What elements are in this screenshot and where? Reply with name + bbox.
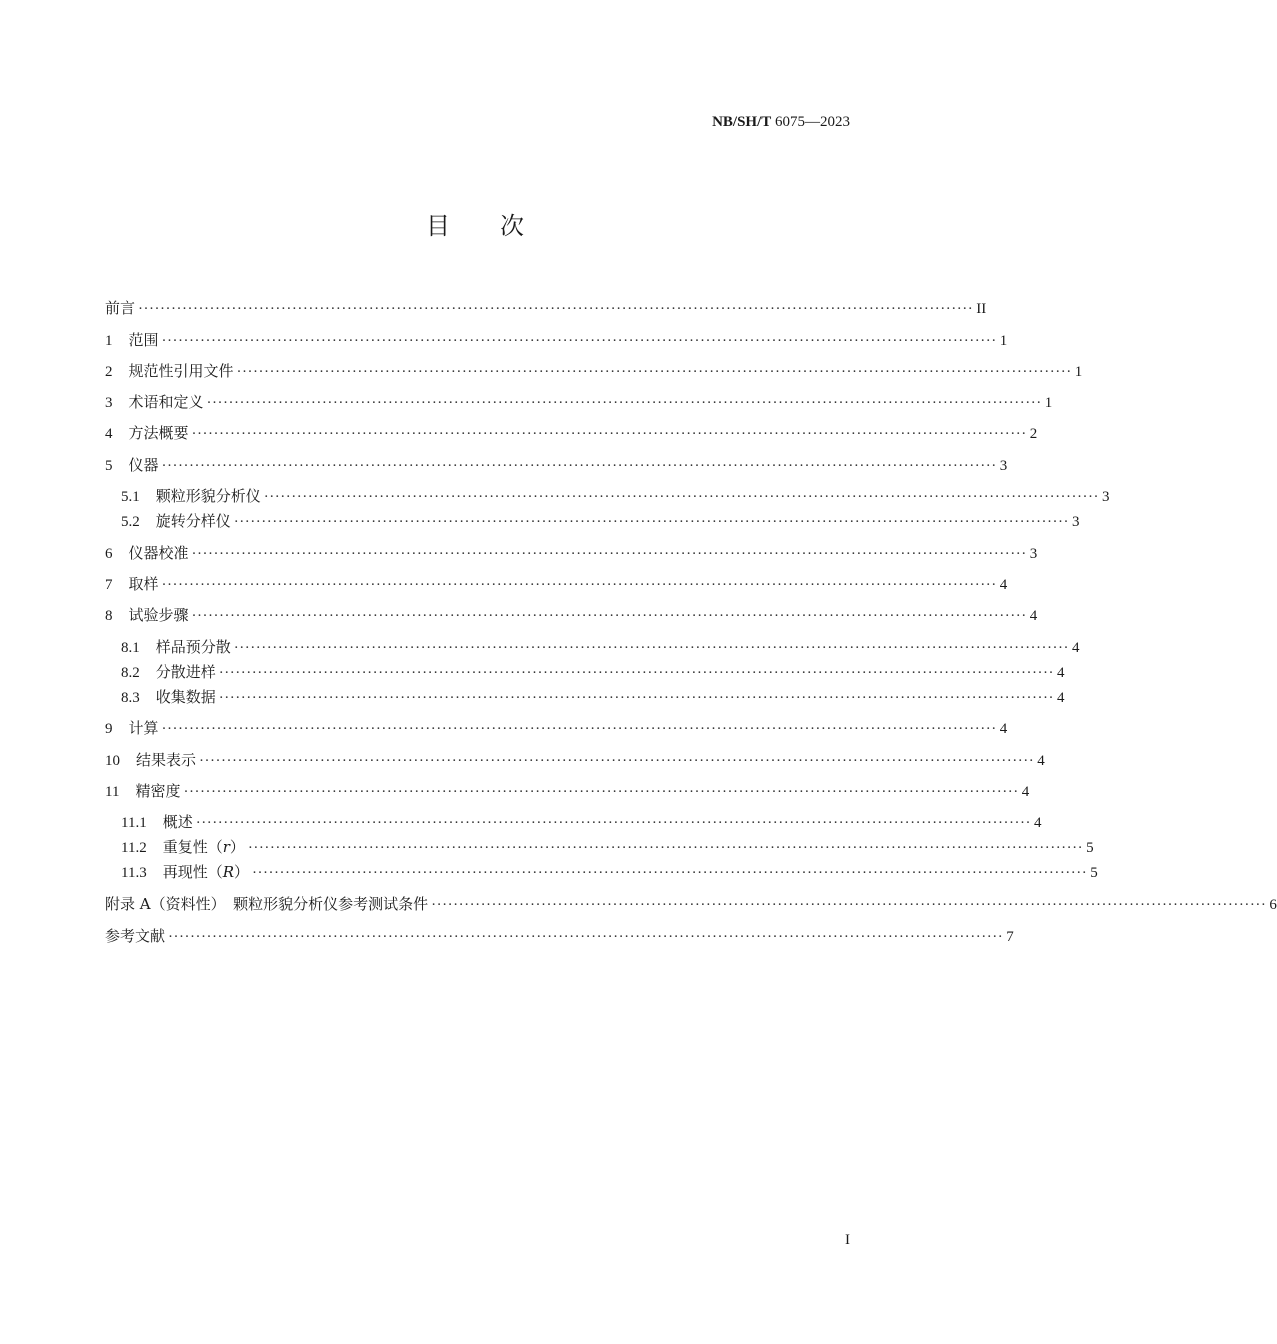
toc-leader-dots: ························································································································································	[247, 840, 1084, 856]
toc-entry-page: 4	[1021, 784, 1030, 800]
toc-title-char-1: 目	[426, 212, 450, 240]
toc-entry-page: 7	[1006, 929, 1014, 945]
toc-entry-annex-a[interactable]	[105, 894, 1277, 914]
toc-entry-title: 颗粒形貌分析仪	[155, 487, 261, 505]
toc-leader-dots: ························································································································································	[191, 546, 1027, 562]
toc-entry-number: 7	[105, 577, 113, 593]
toc-entry-5[interactable]	[105, 455, 1008, 475]
toc-entry-page: 3	[1102, 489, 1110, 505]
toc-entry-number: 2	[105, 364, 113, 380]
toc-entry-title: 分散进样	[155, 663, 216, 681]
toc-entry-page: 4	[999, 577, 1008, 593]
toc-leader-dots: ························································································································································	[263, 489, 1100, 505]
toc-entry-page: 3	[1029, 546, 1038, 562]
toc-entry-number: 3	[105, 395, 113, 411]
toc-entry-title: 规范性引用文件	[128, 362, 234, 380]
toc-entry-number: 10	[105, 753, 120, 769]
toc-entry-title: 参考文献	[105, 927, 166, 945]
toc-entry-page: 4	[1029, 608, 1038, 624]
toc-entry-6[interactable]	[105, 543, 1038, 563]
toc-leader-dots: ························································································································································	[218, 690, 1055, 706]
toc-entry-number: 4	[105, 426, 113, 442]
toc-entry-page: 4	[1037, 753, 1045, 769]
toc-entry-title: 试验步骤	[128, 606, 189, 624]
toc-entry-1[interactable]	[105, 330, 1008, 350]
page-number: I	[845, 1232, 850, 1248]
toc-leader-dots: ························································································································································	[191, 426, 1027, 442]
toc-entry-foreword[interactable]	[105, 298, 987, 318]
toc-leader-dots: ························································································································································	[183, 784, 1019, 800]
toc-entry-title: 结果表示	[136, 751, 197, 769]
toc-leader-dots: ························································································································································	[218, 665, 1055, 681]
toc-entry-page: 2	[1029, 426, 1038, 442]
toc-entry-number: 5.1	[121, 489, 140, 505]
toc-entry-number: 8	[105, 608, 113, 624]
toc-entry-number: 8.3	[121, 690, 140, 706]
toc-entry-title: 旋转分样仪	[155, 512, 231, 530]
toc-leader-dots: ························································································································································	[161, 333, 997, 349]
toc-entry-title-text: 再现性（	[162, 863, 223, 881]
toc-entry-8-1[interactable]	[121, 637, 1080, 657]
toc-entry-page: 4	[1072, 640, 1080, 656]
toc-entry-number: 5	[105, 458, 113, 474]
toc-entry-9[interactable]	[105, 718, 1008, 738]
toc-entry-title: 方法概要	[128, 424, 189, 442]
toc-entry-title-close: ）	[229, 838, 245, 856]
toc-entry-title: 仪器	[128, 456, 159, 474]
toc-entry-page: 4	[999, 721, 1008, 737]
toc-entry-page: 6	[1269, 897, 1277, 913]
toc-leader-dots: ························································································································································	[206, 395, 1042, 411]
toc-entry-page: 3	[1072, 514, 1080, 530]
toc-entry-8-3[interactable]	[121, 687, 1065, 707]
toc-entry-11-1[interactable]	[121, 812, 1042, 832]
toc-entry-page: 1	[1074, 364, 1083, 380]
toc-entry-4[interactable]	[105, 423, 1038, 443]
toc-leader-dots: ························································································································································	[161, 721, 997, 737]
toc-entry-page: 1	[1044, 395, 1053, 411]
toc-entry-number: 6	[105, 546, 113, 562]
toc-entry-8-2[interactable]	[121, 662, 1065, 682]
toc-entry-page: 4	[1033, 815, 1042, 831]
toc-entry-number: 9	[105, 721, 113, 737]
toc-entry-title-text: 重复性（	[162, 838, 223, 856]
standard-code-number: 6075—2023	[775, 114, 850, 130]
toc-entry-title: 收集数据	[155, 688, 216, 706]
toc-entry-8[interactable]	[105, 605, 1038, 625]
toc-entry-page: 3	[999, 458, 1008, 474]
toc-entry-5-1[interactable]	[121, 486, 1110, 506]
toc-entry-title: 范围	[128, 331, 159, 349]
toc-entry-10[interactable]	[105, 750, 1045, 770]
toc-leader-dots: ························································································································································	[168, 929, 1004, 945]
table-of-contents	[105, 0, 1277, 1344]
toc-entry-title-variable: R	[222, 863, 235, 881]
toc-entry-number: 11.2	[121, 840, 147, 856]
toc-entry-title	[163, 862, 249, 882]
toc-leader-dots: ························································································································································	[252, 865, 1088, 881]
standard-code-prefix: NB/SH/T	[712, 114, 772, 130]
toc-leader-dots: ························································································································································	[161, 577, 997, 593]
toc-entry-2[interactable]	[105, 361, 1083, 381]
toc-entry-page: 4	[1057, 690, 1065, 706]
toc-entry-5-2[interactable]	[121, 511, 1080, 531]
toc-entry-page: II	[976, 301, 987, 317]
toc-entry-title: 仪器校准	[128, 544, 189, 562]
toc-entry-title: 术语和定义	[128, 393, 204, 411]
toc-entry-number: 11.3	[121, 865, 147, 881]
toc-entry-title: 样品预分散	[155, 638, 231, 656]
toc-entry-11[interactable]	[105, 781, 1030, 801]
toc-entry-page: 5	[1090, 865, 1098, 881]
toc-entry-number: 8.1	[121, 640, 140, 656]
toc-leader-dots: ························································································································································	[195, 815, 1031, 831]
toc-entry-number: 5.2	[121, 514, 140, 530]
toc-entry-bibliography[interactable]	[105, 926, 1014, 946]
toc-entry-number: 11	[105, 784, 120, 800]
toc-leader-dots: ························································································································································	[191, 608, 1027, 624]
toc-leader-dots: ························································································································································	[138, 301, 974, 317]
toc-leader-dots: ························································································································································	[431, 897, 1267, 913]
toc-entry-title: 精密度	[135, 782, 181, 800]
toc-entry-11-2[interactable]	[121, 837, 1094, 857]
toc-entry-title: 概述	[162, 813, 193, 831]
toc-entry-7[interactable]	[105, 574, 1008, 594]
toc-entry-page: 1	[999, 333, 1008, 349]
toc-entry-3[interactable]	[105, 392, 1053, 412]
toc-entry-title: 前言	[105, 299, 136, 317]
toc-leader-dots: ························································································································································	[161, 458, 997, 474]
toc-entry-title	[163, 837, 245, 857]
toc-leader-dots: ························································································································································	[199, 753, 1035, 769]
toc-entry-title: 附录 A（资料性） 颗粒形貌分析仪参考测试条件	[105, 895, 429, 913]
toc-leader-dots: ························································································································································	[233, 640, 1070, 656]
toc-entry-title: 计算	[128, 719, 159, 737]
toc-entry-title-close: ）	[234, 863, 250, 881]
toc-entry-page: 4	[1057, 665, 1065, 681]
toc-leader-dots: ························································································································································	[236, 364, 1072, 380]
toc-entry-page: 5	[1086, 840, 1094, 856]
toc-entry-number: 11.1	[121, 815, 147, 831]
toc-entry-11-3[interactable]	[121, 862, 1098, 882]
toc-entry-title-variable: r	[222, 838, 230, 856]
toc-entry-number: 8.2	[121, 665, 140, 681]
toc-entry-number: 1	[105, 333, 113, 349]
toc-title-char-2: 次	[500, 212, 524, 240]
toc-entry-title: 取样	[128, 575, 159, 593]
toc-leader-dots: ························································································································································	[233, 514, 1070, 530]
